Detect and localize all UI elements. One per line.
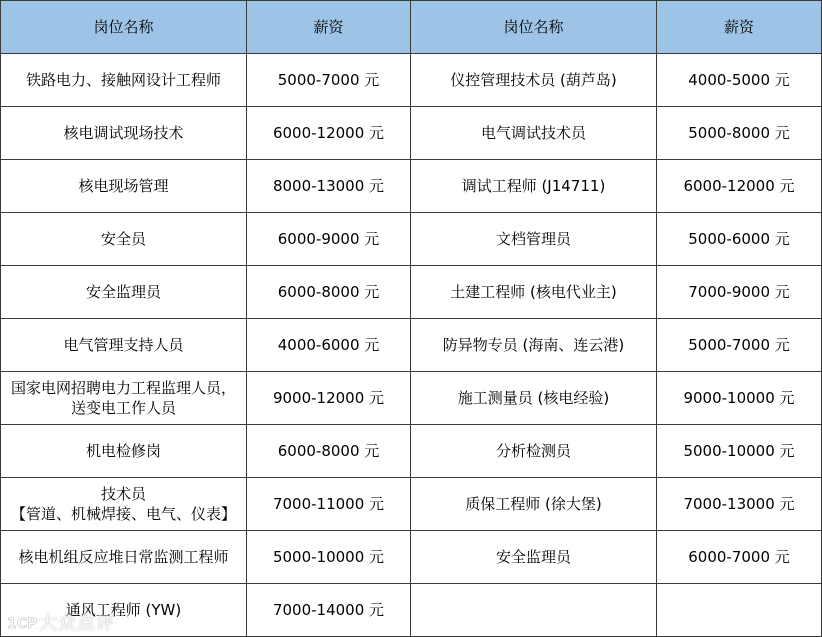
salary-cell: 5000-10000 元 xyxy=(657,425,822,478)
salary-cell: 6000-8000 元 xyxy=(247,425,411,478)
salary-cell: 4000-6000 元 xyxy=(247,319,411,372)
position-name-cell: 核电机组反应堆日常监测工程师 xyxy=(1,531,247,584)
position-name-cell: 仪控管理技术员 (葫芦岛) xyxy=(411,54,657,107)
table-row xyxy=(1,425,822,478)
table-row xyxy=(1,107,822,160)
header-row xyxy=(1,1,822,54)
watermark-logo-text: 1CP xyxy=(7,616,38,632)
table-row xyxy=(1,213,822,266)
position-name-cell: 国家电网招聘电力工程监理人员， 送变电工作人员 xyxy=(1,372,247,425)
header-position-name-1: 岗位名称 xyxy=(1,1,247,54)
position-name-cell: 通风工程师 (YW) xyxy=(1,584,247,637)
position-name-cell: 电气管理支持人员 xyxy=(1,319,247,372)
salary-cell: 5000-7000 元 xyxy=(247,54,411,107)
position-name-cell: 安全监理员 xyxy=(1,266,247,319)
salary-cell: 7000-13000 元 xyxy=(657,478,822,531)
table-row xyxy=(1,160,822,213)
salary-cell: 5000-8000 元 xyxy=(657,107,822,160)
salary-cell: 7000-11000 元 xyxy=(247,478,411,531)
salary-cell: 9000-12000 元 xyxy=(247,372,411,425)
position-name-cell: 核电调试现场技术 xyxy=(1,107,247,160)
position-name-cell: 分析检测员 xyxy=(411,425,657,478)
salary-cell: 9000-10000 元 xyxy=(657,372,822,425)
salary-cell: 5000-6000 元 xyxy=(657,213,822,266)
salary-cell: 7000-14000 元 xyxy=(247,584,411,637)
salary-cell: 5000-7000 元 xyxy=(657,319,822,372)
position-name-cell: 电气调试技术员 xyxy=(411,107,657,160)
position-name-cell: 安全监理员 xyxy=(411,531,657,584)
position-name-cell: 调试工程师 (J14711) xyxy=(411,160,657,213)
position-name-cell: 机电检修岗 xyxy=(1,425,247,478)
empty-cell xyxy=(411,584,657,637)
table-row xyxy=(1,372,822,425)
table-row xyxy=(1,266,822,319)
position-name-cell: 土建工程师 (核电代业主) xyxy=(411,266,657,319)
position-name-cell: 安全员 xyxy=(1,213,247,266)
salary-cell: 6000-12000 元 xyxy=(247,107,411,160)
watermark-text: 大众点评 xyxy=(39,613,115,634)
header-position-name-2: 岗位名称 xyxy=(411,1,657,54)
table-row xyxy=(1,531,822,584)
salary-cell: 6000-7000 元 xyxy=(657,531,822,584)
position-name-cell: 文档管理员 xyxy=(411,213,657,266)
position-name-cell: 质保工程师 (徐大堡) xyxy=(411,478,657,531)
position-name-cell: 防异物专员 (海南、连云港) xyxy=(411,319,657,372)
salary-cell: 5000-10000 元 xyxy=(247,531,411,584)
salary-cell: 7000-9000 元 xyxy=(657,266,822,319)
salary-cell: 6000-9000 元 xyxy=(247,213,411,266)
salary-cell: 6000-8000 元 xyxy=(247,266,411,319)
salary-cell: 6000-12000 元 xyxy=(657,160,822,213)
salary-cell: 4000-5000 元 xyxy=(657,54,822,107)
position-name-cell: 核电现场管理 xyxy=(1,160,247,213)
position-name-cell: 技术员 【管道、机械焊接、电气、仪表】 xyxy=(1,478,247,531)
table-row xyxy=(1,584,822,637)
empty-cell xyxy=(657,584,822,637)
table-row xyxy=(1,478,822,531)
header-salary-2: 薪资 xyxy=(657,1,822,54)
salary-cell: 8000-13000 元 xyxy=(247,160,411,213)
table-row xyxy=(1,54,822,107)
position-name-cell: 施工测量员 (核电经验) xyxy=(411,372,657,425)
table-row xyxy=(1,319,822,372)
position-name-cell: 铁路电力、接触网设计工程师 xyxy=(1,54,247,107)
header-salary-1: 薪资 xyxy=(247,1,411,54)
